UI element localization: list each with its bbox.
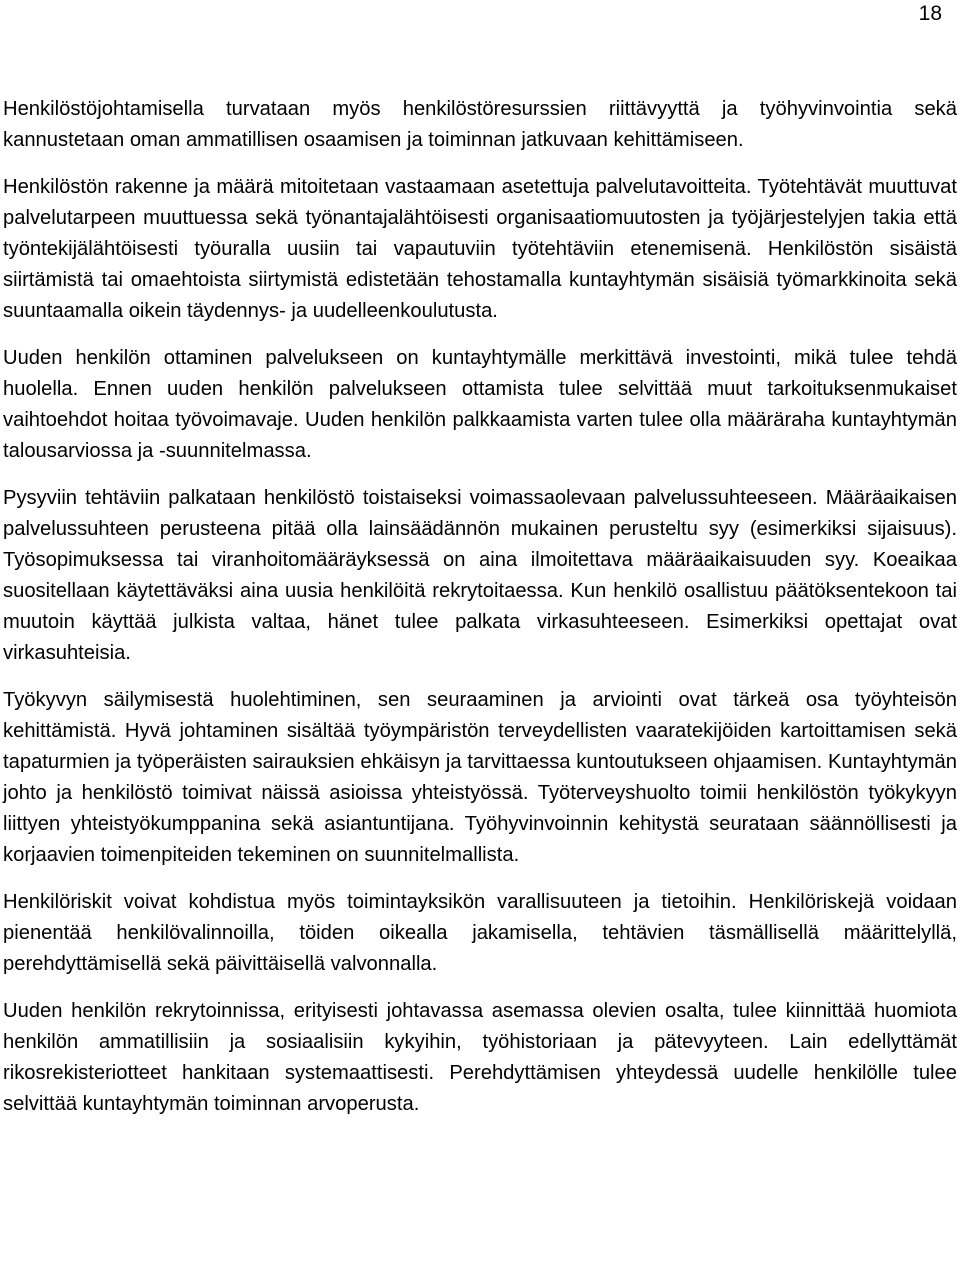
paragraph-new-hire-investment: Uuden henkilön ottaminen palvelukseen on kuntayhtymälle merkittävä investointi, mikä tulee tehdä huolella. Ennen uuden henkilön palvelukseen ottamista tulee selvittää muut tarkoituksenmukaiset vaihtoehdot hoitaa työvoimavaje. Uuden henkilön palkkaamista varten tulee olla määräraha kuntayhtymän talousarviossa ja -suunnitelmassa. <box>3 347 957 462</box>
paragraph-staff-structure: Henkilöstön rakenne ja määrä mitoitetaan vastaamaan asetettuja palvelutavoitteita. Työtehtävät muuttuvat palvelutarpeen muuttuessa sekä työnantajalähtöisesti organisaatiomuutosten ja työjärjestelyjen takia että työntekijälähtöisesti työuralla uusiin tai vapautuviin työtehtäviin etenemisenä. Henkilöstön sisäistä siirtämistä tai omaehtoista siirtymistä edistetään tehostamalla kuntayhtymän sisäisiä työmarkkinoita sekä suuntaamalla oikein täydennys- ja uudelleenkoulutusta. <box>3 176 957 322</box>
paragraph-recruitment: Uuden henkilön rekrytoinnissa, erityisesti johtavassa asemassa olevien osalta, tulee kiinnittää huomiota henkilön ammatillisiin ja sosiaalisiin kykyihin, työhistoriaan ja pätevyyteen. Lain edellyttämät rikosrekisteriotteet hankitaan systemaattisesti. Perehdyttämisen yhteydessä uudelle henkilölle tulee selvittää kuntayhtymän toiminnan arvoperusta. <box>3 1000 957 1115</box>
page-number: 18 <box>918 2 942 25</box>
paragraph-staff-management: Henkilöstöjohtamisella turvataan myös henkilöstöresurssien riittävyyttä ja työhyvinvointia sekä kannustetaan oman ammatillisen osaamisen ja toiminnan jatkuvaan kehittämiseen. <box>3 98 957 151</box>
document-body <box>3 94 957 1136</box>
paragraph-permanent-positions: Pysyviin tehtäviin palkataan henkilöstö toistaiseksi voimassaolevaan palvelussuhteeseen. Määräaikaisen palvelussuhteen perusteena pitää olla lainsäädännön mukainen perusteltu syy (esimerkiksi sijaisuus). Työsopimuksessa tai viranhoitomääräyksessä on aina ilmoitettava määräaikaisuuden syy. Koeaikaa suositellaan käytettäväksi aina uusia henkilöitä rekrytoitaessa. Kun henkilö osallistuu päätöksentekoon tai muutoin käyttää julkista valtaa, hänet tulee palkata virkasuhteeseen. Esimerkiksi opettajat ovat virkasuhteisia. <box>3 487 957 664</box>
paragraph-personnel-risks: Henkilöriskit voivat kohdistua myös toimintayksikön varallisuuteen ja tietoihin. Henkilöriskejä voidaan pienentää henkilövalinnoilla, töiden oikealla jakamisella, tehtävien täsmällisellä määrittelyllä, perehdyttämisellä sekä päivittäisellä valvonnalla. <box>3 891 957 975</box>
paragraph-work-ability: Työkyvyn säilymisestä huolehtiminen, sen seuraaminen ja arviointi ovat tärkeä osa työyhteisön kehittämistä. Hyvä johtaminen sisältää työympäristön terveydellisten vaaratekijöiden kartoittamisen sekä tapaturmien ja työperäisten sairauksien ehkäisyn ja tarvittaessa kuntoutukseen ohjaamisen. Kuntayhtymän johto ja henkilöstö toimivat näissä asioissa yhteistyössä. Työterveyshuolto toimii henkilöstön työkykyyn liittyen yhteistyökumppanina sekä asiantuntijana. Työhyvinvoinnin kehitystä seurataan säännöllisesti ja korjaavien toimenpiteiden tekeminen on suunnitelmallista. <box>3 689 957 866</box>
